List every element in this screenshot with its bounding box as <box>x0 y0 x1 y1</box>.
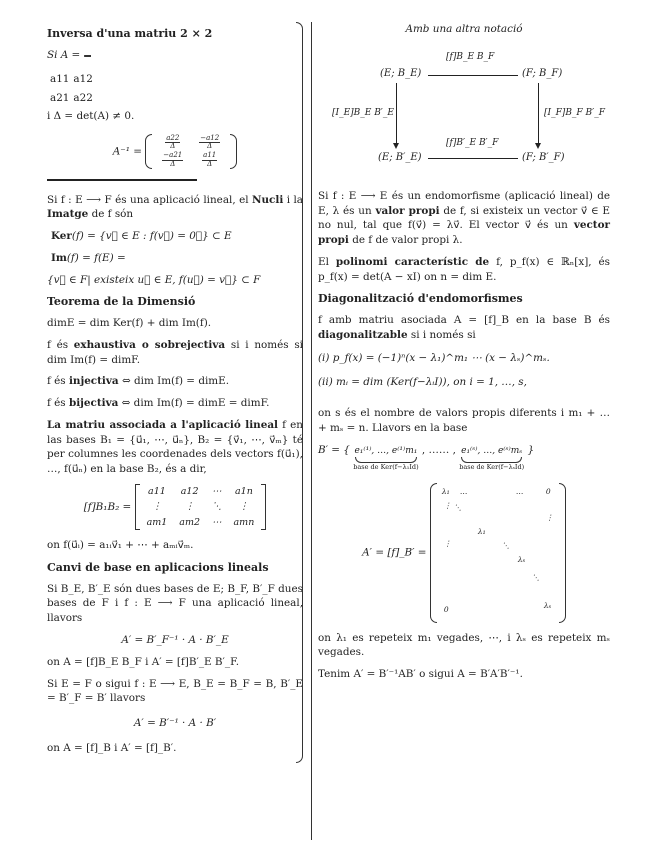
assoc-where: on f(u⃗ᵢ) = a₁ᵢv⃗₁ + ⋯ + aₘᵢv⃗ₘ. <box>47 539 194 552</box>
s-paragraph: on s és el nombre de valors propis diferents i m₁ + … + mₛ = n. Llavors en la base <box>318 407 610 434</box>
endo-paragraph: Si E = F o sigui f : E ⟶ E, B_E = B_F = B, B′_E = B′_F = B′ llavors <box>47 677 303 705</box>
node-bottom-left: (E; B′_E) <box>378 151 422 163</box>
left-column: Inversa d'una matriu 2 × 2 Si A = a11 a12 a21 a22 i Δ = det(A) ≠ 0. A⁻¹ = $\frac{a22}{\Delta}$ $\frac{-a12}{\Delta}$ $\frac{-a21}{\Delta}$ $\frac{a11}{\Delta}$ Si f : E ⟶ F és una aplicació lineal, el Nucli i la Imatge de f són Ker(f) = {v⃗ ∈ E : f(v⃗) = 0⃗} ⊂ E Im(f) = f(E) = {v⃗ ∈ F| existeix u⃗ ∈ E, f(u⃗) = v⃗} ⊂ F Teorema de la Dimensió dimE = dim Ker(f) + dim Im(f). f és exhaustiva o sobrejectiva si i només si dim Im(f) = dimF. f és injectiva ⇔ dim Im(f) = dimE. f és bijectiva ⇔ dim Im(f) = dimE = dimF. La matriu associada a l'aplicació lineal f en las bases B₁ = {u⃗₁, ⋯, u⃗ₙ}, B₂ = {v⃗₁, ⋯, v⃗ₘ} té per columnes les coordenades dels vectors f(u⃗₁), …, f(u⃗ₙ) en la base B₂, és a dir, [f]B₁B₂ = a11 a12 ⋯ a1n ⋮ ⋮ ⋱ ⋮ am1 am2 ⋯ amn on f(u⃗ᵢ) = a₁ᵢv⃗₁ + ⋯ + aₘᵢv⃗ₘ. Canvi de base en aplicacions lineals Si B_E, B′_E són dues bases de E; B_F, B′_F dues bases de F i f : E ⟶ F una aplicació lineal, llavors A′ = B′_F⁻¹ · A · B′_E on A = [f]B_E B_F i A′ = [f]B′_E B′_F. Si E = F o sigui f : E ⟶ E, B_E = B_F = B, B′_E = B′_F = B′ llavors A′ = B′⁻¹ · A · B′ on A = [f]_B i A′ = [f]_B′. <box>47 22 303 763</box>
nucli-paragraph: Si f : E ⟶ F és una aplicació lineal, el Nucli i la Imatge de f són <box>47 193 303 221</box>
canvi-paragraph: Si B_E, B′_E són dues bases de E; B_F, B′_F dues bases de F i f : E ⟶ F una aplicació lineal, llavors <box>47 582 303 625</box>
arrow-bottom <box>428 158 518 159</box>
basis-group-1: e₁⁽¹⁾, …, e⁽¹⁾m₁ base de Ker(f−λ₁Id) <box>353 445 419 472</box>
charpoly-paragraph: El polinomi característic de f, p_f(x) ∈ ℝₙ[x], és p_f(x) = det(A − xI) on n = dim E. <box>318 255 610 283</box>
condition-i: (i) p_f(x) = (−1)ⁿ(x − λ₁)^m₁ ⋯ (x − λₛ)^mₛ. <box>318 351 550 364</box>
heading-dimension: Teorema de la Dimensió <box>47 295 196 309</box>
node-top-left: (E; B_E) <box>380 67 422 79</box>
endo-eq: A′ = B′⁻¹ · A · B′ <box>133 717 217 730</box>
arrow-left-label: [I_E]B_E B′_E <box>332 107 394 118</box>
exhaustive: f és exhaustiva o sobrejectiva si i només si dim Im(f) = dimF. <box>47 338 303 366</box>
im-set: {v⃗ ∈ F| existeix u⃗ ∈ E, f(u⃗) = v⃗} ⊂ F <box>47 273 261 286</box>
arrow-left-head <box>393 143 399 149</box>
arrow-right <box>538 83 539 145</box>
eigen-paragraph: Si f : E ⟶ E és un endomorfisme (aplicació lineal) de E, λ és un valor propi de f, si existeix un vector v⃗ ∈ E no nul, tal que f(v⃗) = λv⃗. El vector v⃗ és un vector propi de f de valor propi λ. <box>318 189 611 247</box>
arrow-left <box>396 83 397 145</box>
column-divider <box>311 22 312 840</box>
final-paragraph: Tenim A′ = B′⁻¹AB′ o sigui A = B′A′B′⁻¹. <box>318 668 523 681</box>
diagonal-matrix: A′ = [f]_B′ = λ₁ … … 0 ⋮ ⋱ ⋮ λ₁ ⋮ ⋱ λₛ ⋱ 0 λₛ <box>318 483 610 623</box>
diag-paragraph: f amb matriu asociada A = [f]_B en la base B és diagonalitzable si i només si <box>318 313 610 341</box>
bijective: f és bijectiva ⇔ dim Im(f) = dimE = dimF. <box>47 397 270 410</box>
im-def: Im(f) = f(E) = <box>51 251 126 264</box>
inverse-intro: Si A = <box>47 48 303 63</box>
heading-inverse: Inversa d'una matriu 2 × 2 <box>47 27 213 40</box>
right-column <box>318 22 610 689</box>
node-bottom-right: (F; B′_F) <box>522 151 565 163</box>
ker-def: Ker(f) = {v⃗ ∈ E : f(v⃗) = 0⃗} ⊂ E <box>51 230 232 243</box>
dim-eq: dimE = dim Ker(f) + dim Im(f). <box>47 316 212 329</box>
assoc-paragraph: La matriu associada a l'aplicació lineal f en las bases B₁ = {u⃗₁, ⋯, u⃗ₙ}, B₂ = {v⃗₁, ⋯, v⃗ₘ} té per columnes les coordenades dels vectors f(u⃗₁), …, f(u⃗ₙ) en la base B₂, és a dir, <box>47 418 303 476</box>
repeat-paragraph: on λ₁ es repeteix m₁ vegades, ⋯, i λₛ es repeteix mₛ vegades. <box>318 631 610 659</box>
endo-on: on A = [f]_B i A′ = [f]_B′. <box>47 741 177 754</box>
heading-notacio: Amb una altra notació <box>405 23 523 35</box>
commutative-diagram <box>318 45 610 165</box>
injective: f és injectiva ⇔ dim Im(f) = dimE. <box>47 375 230 388</box>
canvi-on: on A = [f]B_E B_F i A′ = [f]B′_E B′_F. <box>47 655 239 668</box>
canvi-eq: A′ = B′_F⁻¹ · A · B′_E <box>121 634 229 646</box>
arrow-bottom-label: [f]B′_E B′_F <box>446 137 499 148</box>
bprime-basis: B′ = { e₁⁽¹⁾, …, e⁽¹⁾m₁ base de Ker(f−λ₁Id) , …… , e₁⁽ˢ⁾, …, e⁽ˢ⁾mₛ base de Ker(f−λₛId) } <box>318 443 535 472</box>
assoc-matrix: [f]B₁B₂ = a11 a12 ⋯ a1n ⋮ ⋮ ⋱ ⋮ am1 am2 ⋯ amn <box>47 484 303 530</box>
arrow-right-head <box>535 143 541 149</box>
arrow-right-label: [I_F]B_F B′_F <box>544 107 605 118</box>
node-top-right: (F; B_F) <box>522 67 563 79</box>
arrow-top <box>428 75 518 76</box>
arrow-top-label: [f]B_E B_F <box>446 51 495 62</box>
basis-group-s: e₁⁽ˢ⁾, …, e⁽ˢ⁾mₛ base de Ker(f−λₛId) <box>459 445 525 472</box>
section-rule <box>47 179 197 181</box>
condition-ii: (ii) mᵢ = dim (Ker(f−λᵢI)), on i = 1, …, s, <box>318 376 527 389</box>
heading-canvi: Canvi de base en aplicacions lineals <box>47 561 269 575</box>
heading-diag: Diagonalització d'endomorfismes <box>318 292 523 306</box>
inverse-formula: A⁻¹ = $\frac{a22}{\Delta}$ $\frac{-a12}{\Delta}$ $\frac{-a21}{\Delta}$ $\frac{a11}{\Delta}$ <box>47 134 303 169</box>
